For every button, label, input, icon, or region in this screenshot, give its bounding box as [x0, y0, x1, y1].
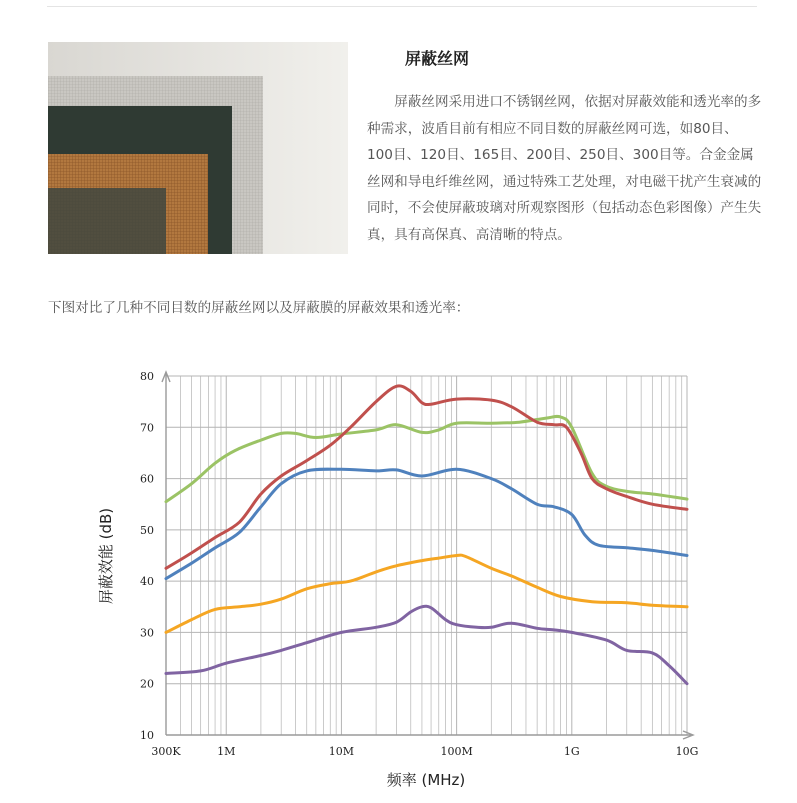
chart-series — [166, 386, 687, 684]
x-tick-label: 1G — [563, 745, 580, 758]
top-divider — [47, 0, 757, 7]
section-heading: 屏蔽丝网 — [405, 49, 470, 68]
y-tick-label: 10 — [140, 729, 154, 742]
series-line-purple — [166, 606, 687, 683]
mesh-samples-photo — [48, 42, 348, 254]
y-tick-label: 30 — [140, 626, 154, 640]
x-tick-label: 1M — [217, 745, 236, 758]
series-line-orange — [166, 555, 687, 632]
intro-section — [367, 42, 762, 249]
chart-labels — [140, 370, 698, 758]
y-tick-label: 70 — [140, 421, 154, 435]
chart-caption: 下图对比了几种不同目数的屏蔽丝网以及屏蔽膜的屏蔽效果和透光率： — [48, 300, 470, 316]
y-tick-label: 40 — [140, 575, 154, 589]
intro-paragraph: 屏蔽丝网采用进口不锈钢丝网，依据对屏蔽效能和透光率的多种需求，波盾目前有相应不同目数的屏蔽丝网可选，如80目、100目、120目、165目、200目、250目、300目等。合金金属丝网和导电纤维丝网，通过特殊工艺处理，对电磁干扰产生衰减的同时，不会使屏蔽玻璃对所观察图形（包括动态色彩图像）产生失真，具有高保真、高清晰的特点。 — [367, 94, 762, 243]
y-axis-title: 屏蔽效能 (dB) — [97, 507, 115, 605]
x-tick-label: 100M — [440, 745, 473, 758]
x-tick-label: 300K — [151, 745, 181, 758]
chart-grid — [166, 376, 687, 735]
shielding-effectiveness-chart — [0, 360, 797, 803]
y-tick-label: 80 — [140, 370, 154, 383]
y-tick-label: 50 — [140, 523, 154, 537]
y-tick-label: 20 — [140, 677, 154, 691]
y-tick-label: 60 — [140, 472, 154, 486]
x-tick-label: 10G — [675, 745, 699, 758]
x-axis-title: 频率 (MHz) — [386, 771, 466, 789]
series-line-blue — [166, 469, 687, 578]
x-tick-label: 10M — [328, 745, 355, 758]
series-line-red — [166, 386, 687, 568]
